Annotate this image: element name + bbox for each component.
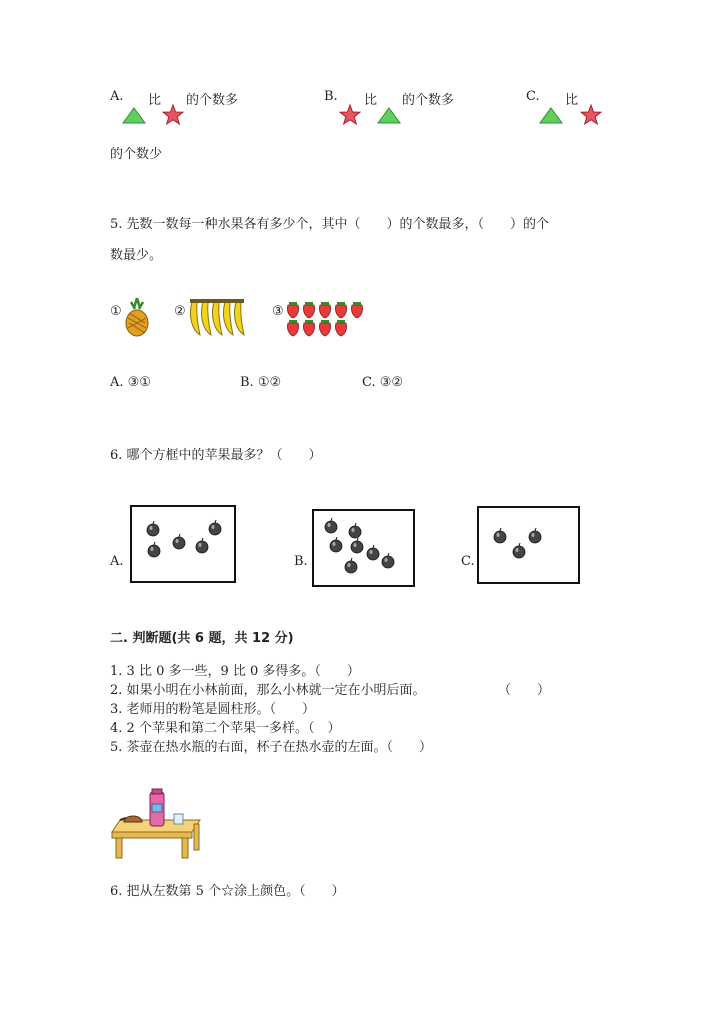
q6-text: 6. 哪个方框中的苹果最多？（ ）: [110, 448, 322, 463]
option-a-mid: 比: [148, 93, 162, 108]
fruit-3-mark: ③: [272, 304, 284, 319]
q5-option-c[interactable]: C. ③②: [362, 375, 404, 390]
tf-item-5: 5. 茶壶在热水瓶的右面，杯子在热水壶的左面。（ ）: [110, 740, 433, 755]
option-c-letter[interactable]: C.: [526, 89, 540, 104]
option-c-mid: 比: [565, 93, 579, 108]
section-title: 二. 判断题(共 6 题，共 12 分): [110, 631, 294, 646]
tf-item-4: 4. 2 个苹果和第二个苹果一多样。（ ）: [110, 721, 341, 736]
option-a-tail: 的个数多: [186, 93, 239, 108]
box-b-label[interactable]: B.: [294, 554, 308, 569]
tf-item-6: 6. 把从左数第 5 个☆涂上颜色。（ ）: [110, 884, 345, 899]
star-icon: [580, 104, 602, 126]
option-b-letter[interactable]: B.: [324, 89, 338, 104]
pineapple-icon: [123, 296, 151, 338]
q5-line2: 数最少。: [110, 248, 163, 263]
fruit-1-mark: ①: [110, 304, 122, 319]
option-c-tail: 的个数少: [110, 147, 163, 162]
q5-option-b[interactable]: B. ①②: [240, 375, 282, 390]
tf-item-3: 3. 老师用的粉笔是圆柱形。（ ）: [110, 702, 316, 717]
option-b-mid: 比: [364, 93, 378, 108]
option-a-letter[interactable]: A.: [110, 89, 124, 104]
apple-box-c[interactable]: [477, 506, 580, 584]
star-icon: [162, 104, 184, 126]
strawberries-icon: [284, 300, 364, 340]
triangle-icon: [122, 106, 146, 124]
apple-box-b[interactable]: [312, 509, 415, 587]
q5-option-a[interactable]: A. ③①: [110, 375, 151, 390]
tf-item-2-paren[interactable]: （ ）: [498, 683, 551, 698]
tf-item-2: 2. 如果小明在小林前面，那么小林就一定在小明后面。: [110, 683, 426, 698]
apples-layer: [0, 0, 1, 1]
banana-bunch-icon: [186, 298, 248, 338]
q5-line1: 5. 先数一数每一种水果各有多少个，其中（ ）的个数最多，（ ）的个: [110, 217, 550, 232]
fruit-2-mark: ②: [174, 304, 186, 319]
triangle-icon: [539, 106, 563, 124]
option-b-tail: 的个数多: [402, 93, 455, 108]
triangle-icon: [377, 106, 401, 124]
box-a-label[interactable]: A.: [110, 554, 124, 569]
tf-item-1: 1. 3 比 0 多一些，9 比 0 多得多。（ ）: [110, 664, 360, 679]
star-icon: [339, 104, 361, 126]
table-with-thermos-illustration: [108, 788, 204, 860]
box-c-label[interactable]: C.: [461, 554, 475, 569]
